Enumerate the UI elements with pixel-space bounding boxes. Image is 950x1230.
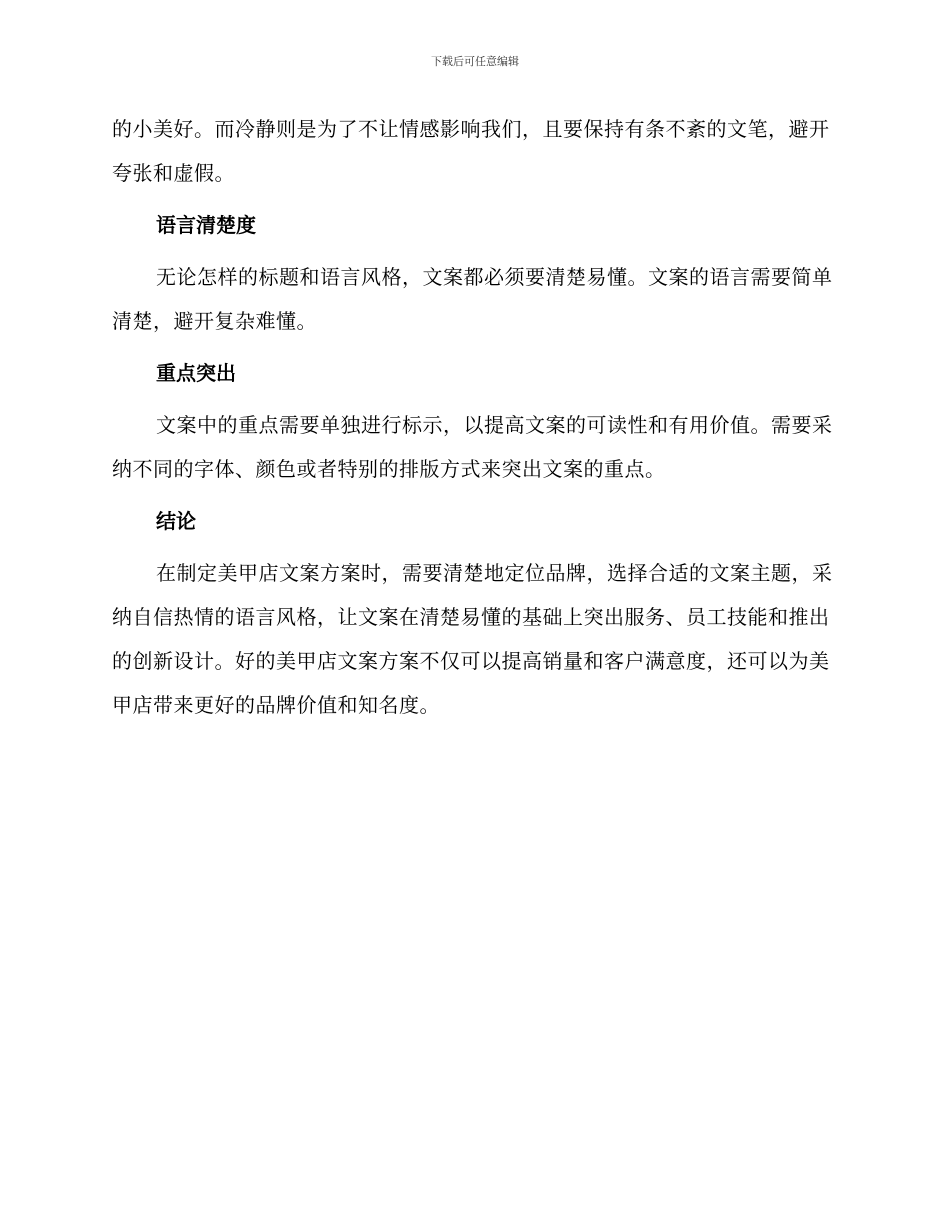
conclusion-paragraph: 在制定美甲店文案方案时，需要清楚地定位品牌，选择合适的文案主题，采纳自信热情的语言风格，让文案在清楚易懂的基础上突出服务、员工技能和推出的创新设计。好的美甲店文案方案不仅可以提高销量和客户满意度，还可以为美甲店带来更好的品牌价值和知名度。	[112, 561, 833, 717]
intro-continuation-paragraph: 的小美好。而冷静则是为了不让情感影响我们，且要保持有条不紊的文笔，避开夸张和虚假。	[112, 117, 830, 185]
section-heading-clarity: 语言清楚度	[156, 213, 256, 237]
clarity-paragraph: 无论怎样的标题和语言风格，文案都必须要清楚易懂。文案的语言需要简单清楚，避开复杂难懂。	[112, 265, 833, 333]
section-heading-emphasis: 重点突出	[156, 361, 236, 385]
section-heading-conclusion: 结论	[156, 509, 196, 533]
emphasis-paragraph: 文案中的重点需要单独进行标示，以提高文案的可读性和有用价值。需要采纳不同的字体、颜色或者特别的排版方式来突出文案的重点。	[112, 413, 833, 481]
page-header: 下载后可任意编辑	[431, 55, 519, 68]
document-body	[112, 107, 834, 727]
